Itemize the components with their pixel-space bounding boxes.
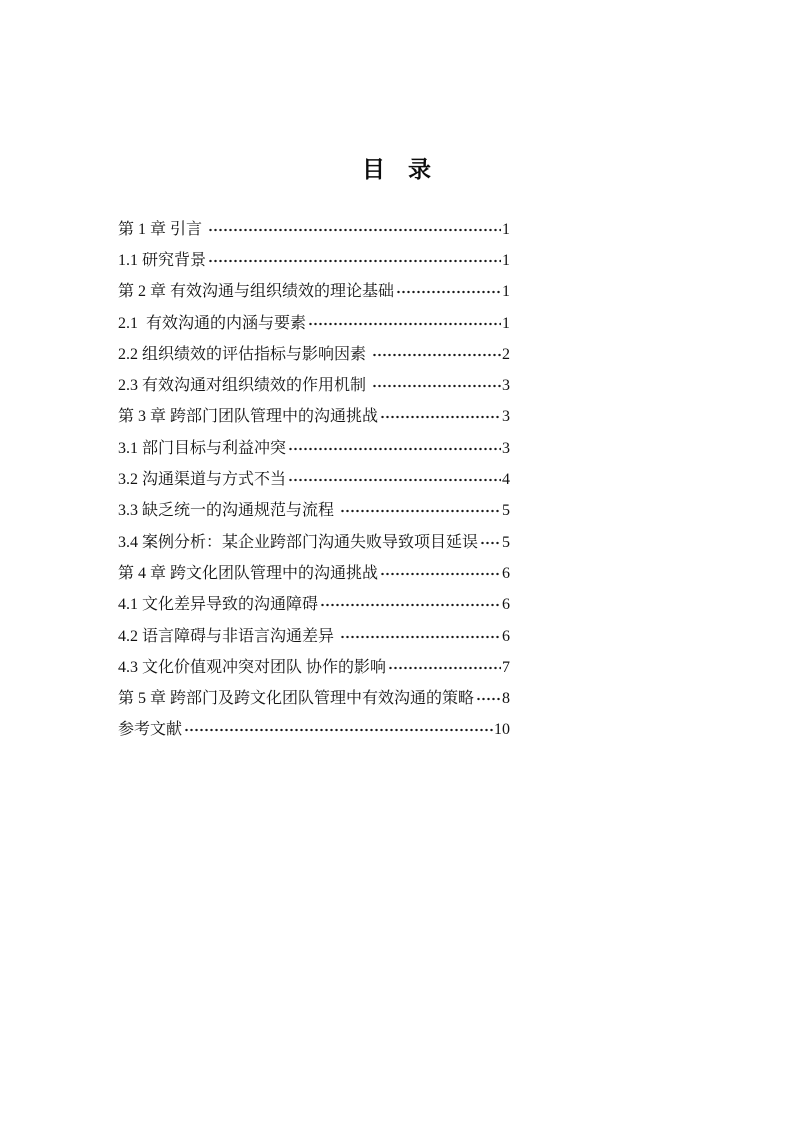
toc-dot-leader [480, 535, 501, 551]
toc-entry[interactable] [118, 683, 510, 714]
toc-title: 目 录 [362, 156, 431, 182]
toc-entry-label: 3.3 缺乏统一的沟通规范与流程 [118, 502, 339, 520]
toc-entry[interactable] [118, 652, 510, 683]
toc-entry[interactable] [118, 214, 510, 245]
toc-entry[interactable] [118, 621, 510, 652]
toc-entry-label: 4.3 文化价值观冲突对团队 协作的影响 [118, 658, 387, 676]
toc-dot-leader [340, 629, 501, 645]
toc-entry-page: 4 [502, 471, 510, 489]
toc-entry-page: 1 [502, 220, 510, 238]
toc-entry-label: 3.1 部门目标与利益冲突 [118, 439, 287, 457]
toc-entry-page: 1 [502, 314, 510, 332]
toc-entry-label: 第 3 章 跨部门团队管理中的沟通挑战 [118, 408, 379, 426]
toc-entry-label: 4.1 文化差异导致的沟通障碍 [118, 596, 319, 614]
toc-entry-page: 6 [502, 564, 510, 582]
toc-entry-page: 8 [502, 690, 510, 708]
toc-entry[interactable] [118, 496, 510, 527]
toc-entry-label: 第 5 章 跨部门及跨文化团队管理中有效沟通的策略 [118, 690, 475, 708]
toc-dot-leader [380, 409, 501, 425]
toc-dot-leader [372, 378, 501, 394]
toc-dot-leader [208, 253, 501, 269]
toc-list [118, 214, 510, 746]
toc-entry-page: 1 [502, 283, 510, 301]
toc-entry-page: 7 [502, 658, 510, 676]
toc-entry-page: 3 [502, 439, 510, 457]
toc-entry-label: 第 1 章 引言 [118, 220, 207, 238]
toc-entry-page: 3 [502, 377, 510, 395]
toc-entry-page: 6 [502, 596, 510, 614]
toc-dot-leader [288, 472, 501, 488]
toc-entry-page: 5 [502, 533, 510, 551]
toc-entry-label: 3.2 沟通渠道与方式不当 [118, 471, 287, 489]
toc-dot-leader [388, 660, 501, 676]
toc-dot-leader [308, 316, 501, 332]
toc-entry[interactable] [118, 308, 510, 339]
toc-entry[interactable] [118, 339, 510, 370]
toc-entry-page: 10 [494, 721, 510, 739]
toc-entry[interactable] [118, 433, 510, 464]
toc-entry-label: 参考文献 [118, 721, 183, 739]
toc-entry-page: 2 [502, 345, 510, 363]
toc-entry-label: 2.2 组织绩效的评估指标与影响因素 [118, 345, 371, 363]
toc-dot-leader [380, 566, 501, 582]
toc-entry[interactable] [118, 715, 510, 746]
toc-entry-page: 5 [502, 502, 510, 520]
toc-entry-label: 2.3 有效沟通对组织绩效的作用机制 [118, 377, 371, 395]
toc-entry[interactable] [118, 245, 510, 276]
toc-entry[interactable] [118, 277, 510, 308]
toc-dot-leader [208, 222, 501, 238]
toc-entry[interactable] [118, 558, 510, 589]
toc-entry-label: 1.1 研究背景 [118, 251, 207, 269]
toc-dot-leader [288, 441, 501, 457]
toc-dot-leader [320, 597, 501, 613]
toc-entry-page: 3 [502, 408, 510, 426]
toc-dot-leader [396, 284, 501, 300]
toc-entry-label: 2.1 有效沟通的内涵与要素 [118, 314, 307, 332]
toc-entry[interactable] [118, 402, 510, 433]
toc-entry-label: 第 2 章 有效沟通与组织绩效的理论基础 [118, 283, 395, 301]
toc-dot-leader [340, 503, 501, 519]
toc-entry-label: 4.2 语言障碍与非语言沟通差异 [118, 627, 339, 645]
toc-entry[interactable] [118, 590, 510, 621]
toc-entry-label: 3.4 案例分析：某企业跨部门沟通失败导致项目延误 [118, 533, 479, 551]
toc-entry-page: 1 [502, 251, 510, 269]
toc-entry[interactable] [118, 527, 510, 558]
toc-dot-leader [184, 722, 493, 738]
toc-entry-label: 第 4 章 跨文化团队管理中的沟通挑战 [118, 564, 379, 582]
toc-entry[interactable] [118, 464, 510, 495]
toc-dot-leader [476, 691, 501, 707]
toc-entry[interactable] [118, 370, 510, 401]
toc-entry-page: 6 [502, 627, 510, 645]
toc-dot-leader [372, 347, 501, 363]
